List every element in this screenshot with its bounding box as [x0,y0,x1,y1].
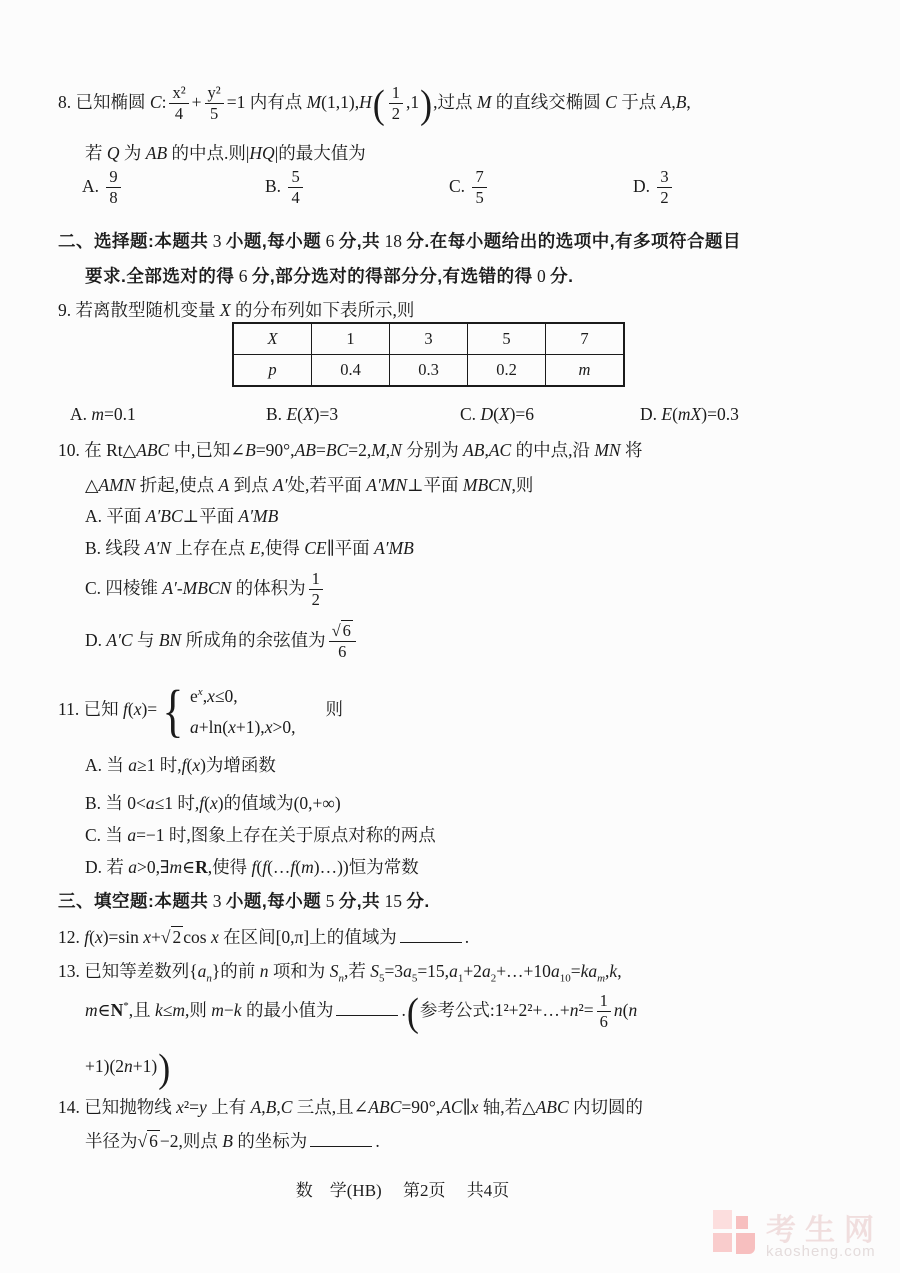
question-11-option-a: A. 当 a≥1 时,f(x)为增函数 [85,755,276,775]
question-11-option-d: D. 若 a>0,∃m∈R,使得 f(f(…f(m)…))恒为常数 [85,857,419,877]
question-10-option-d: D. A′C 与 BN 所成角的余弦值为 $\frac{√ 6}{6}$ [85,622,359,662]
question-8-line-1: 8. 已知椭圆 C: $\frac{\text{x²}}{4}$ + $\frac{\text{y²}}{5}$ =1 内有点 M(1,1),H( $\frac{1}{2}$ ,1),过点 M 的直线交椭圆 C 于点 A,B, [58,81,691,127]
watermark-domain: kaosheng.com [766,1243,876,1260]
question-8-option-a: A. $\frac{9}{8}$ [82,168,124,208]
question-10-option-b: B. 线段 A′N 上存在点 E,使得 CE∥平面 A′MB [85,538,414,558]
section-2-header-line-1: 二、选择题:本题共 3 小题,每小题 6 分,共 18 分.在每小题给出的选项中,有多项符合题目 [58,231,742,251]
question-10-option-a: A. 平面 A′BC⊥平面 A′MB [85,506,279,526]
question-12: 12. f(x)=sin x+√ 2 cos x 在区间[0,π]上的值域为 . [58,927,470,947]
question-11-option-c: C. 当 a=−1 时,图象上存在关于原点对称的两点 [85,825,436,845]
distribution-table: X 1 3 5 7 p 0.4 0.3 0.2 m [232,322,625,387]
question-11-option-b: B. 当 0<a≤1 时,f(x)的值域为(0,+∞) [85,793,341,813]
kaosheng-logo-icon [713,1206,757,1254]
question-14-line-1: 14. 已知抛物线 x²=y 上有 A,B,C 三点,且∠ABC=90°,AC∥x 轴,若△ABC 内切圆的 [58,1097,644,1117]
section-3-header: 三、填空题:本题共 3 小题,每小题 5 分,共 15 分. [58,891,430,911]
watermark-title: 考生网 [766,1214,883,1247]
page-footer: 数 学(HB) 第2页 共4页 [295,1181,510,1200]
question-13-line-3: +1)(2n+1)) [85,1045,171,1091]
question-9-option-d: D. E(mX)=0.3 [640,404,739,424]
question-10-option-c: C. 四棱锥 A′-MBCN 的体积为 $\frac{1}{2}$ [85,570,326,610]
question-11-stem: 11. 已知 f(x)= { $e^x,x\le 0$, a+ln(x+1),x>0, 则 [58,678,343,743]
question-8-option-d: D. $\frac{3}{2}$ [633,168,675,208]
section-2-header-line-2: 要求.全部选对的得 6 分,部分选对的得部分分,有选错的得 0 分. [85,266,574,286]
question-9-option-b: B. E(X)=3 [266,404,339,424]
question-10-line-2: △AMN 折起,使点 A 到点 A′处,若平面 A′MN⊥平面 MBCN,则 [85,475,534,495]
question-8-option-c: C. $\frac{7}{5}$ [449,168,490,208]
question-9-stem: 9. 若离散型随机变量 X 的分布列如下表所示,则 [58,300,415,320]
question-9-option-c: C. D(X)=6 [460,404,535,424]
question-13-line-2: m∈N*,且 k≤m,则 m−k 的最小值为 .(参考公式:1²+2²+…+n²= $\frac{1}{6}$ n(n [85,989,638,1035]
question-8-line-2: 若 Q 为 AB 的中点.则|HQ|的最大值为 [85,143,366,163]
question-10-line-1: 10. 在 Rt△ABC 中,已知∠B=90°,AB=BC=2,M,N 分别为 AB,AC 的中点,沿 MN 将 [58,440,643,460]
question-13-line-1: 13. 已知等差数列$\{a_n\}$的前 n 项和为 $S_n$,若 $S_5=3a_5=15,a_1+2a_2+\dots+10a_{10}=ka_m,k$, [58,961,622,985]
question-8-option-b: B. $\frac{5}{4}$ [265,168,306,208]
question-14-line-2: 半径为√ 6 −2,则点 B 的坐标为 . [85,1131,380,1151]
question-9-option-a: A. m=0.1 [70,404,136,424]
